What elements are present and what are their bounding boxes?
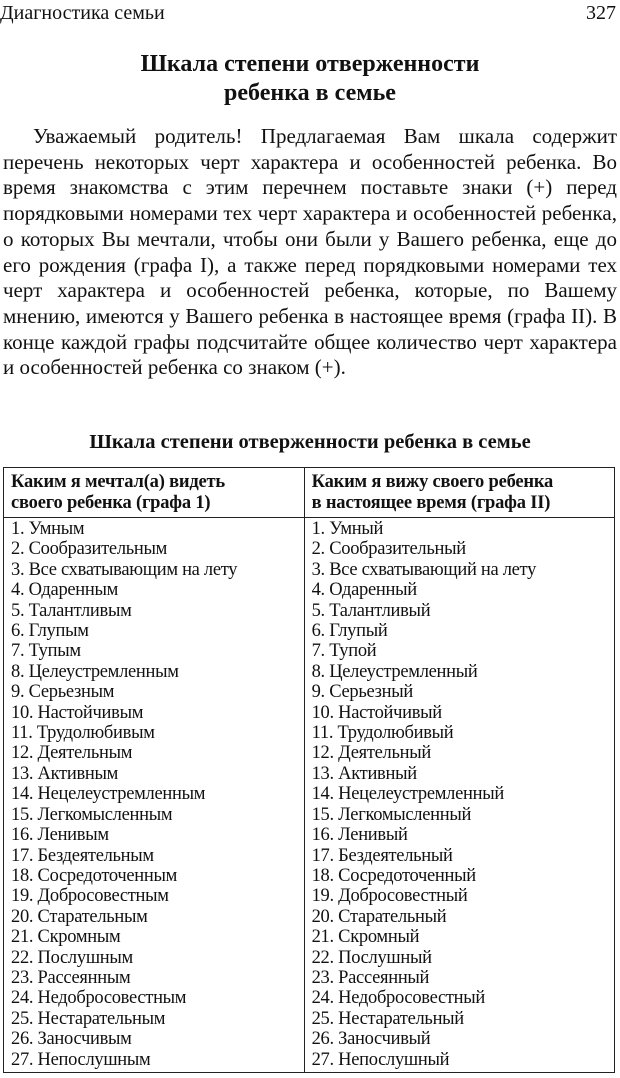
column-1-item: 18. Сосредоточенным — [11, 865, 178, 886]
column-2-item: 24. Недобросовестный — [311, 988, 486, 1009]
column-2-item: 17. Бездеятельный — [311, 845, 453, 866]
column-2-item: 4. Одаренный — [311, 580, 417, 601]
column-1-item: 9. Серьезным — [11, 682, 115, 703]
column-2-item: 20. Старательный — [311, 906, 447, 927]
column-1-item: 17. Бездеятельным — [11, 845, 154, 866]
column-1-item: 22. Послушным — [11, 947, 133, 968]
column-1-item: 13. Активным — [11, 763, 119, 784]
column-1-header-line-2: своего ребенка (графа 1) — [11, 493, 211, 513]
column-2-item: 13. Активный — [311, 763, 417, 784]
column-2-item: 22. Послушный — [311, 947, 432, 968]
intro-text: Уважаемый родитель! Предлагаемая Вам шкала содержит перечень некоторых черт характера и особенностей ребенка. Во время знакомства с этим перечнем поставьте знаки (+) перед порядковыми номерами тех черт характера и особенностей ребенка, о которых Вы мечтали, чтобы они были у Вашего ребенка, еще до его рождения (графа I), а также перед порядковыми номерами тех черт характера и особенностей ребенка, которые, по Вашему мнению, имеются у Вашего ребенка в настоящее время (графа II). В конце каждой графы подсчитайте общее количество черт характера и особенностей ребенка со знаком (+). — [3, 124, 617, 380]
column-1-item: 7. Тупым — [11, 641, 81, 662]
column-2-item: 8. Целеустремленный — [311, 661, 478, 682]
column-2-item: 9. Серьезный — [311, 682, 413, 703]
column-1-item: 19. Добросовестным — [11, 886, 169, 907]
intro-paragraph — [3, 124, 617, 381]
column-1-item: 1. Умным — [11, 519, 85, 539]
running-head — [0, 0, 620, 30]
column-1-item: 23. Рассеянным — [11, 967, 131, 988]
column-2-item: 3. Все схватывающий на лету — [311, 559, 537, 580]
column-2-item: 2. Сообразительный — [311, 539, 466, 560]
column-1-item: 2. Сообразительным — [11, 539, 168, 560]
column-1-header-line-1: Каким я мечтал(а) видеть — [11, 472, 225, 492]
column-2-item: 6. Глупый — [311, 621, 388, 642]
column-2-item: 26. Заносчивый — [311, 1029, 431, 1050]
column-1-item: 6. Глупым — [11, 621, 89, 642]
column-1-list — [4, 518, 305, 1073]
column-1-item: 21. Скромным — [11, 927, 121, 948]
title-line-2: ребенка в семье — [224, 80, 396, 106]
table-header-row — [4, 468, 615, 518]
column-1-item: 27. Непослушным — [11, 1049, 151, 1070]
column-2-header-line-2: в настоящее время (графа II) — [311, 493, 551, 513]
column-2-item: 16. Ленивый — [311, 825, 408, 846]
column-2-item: 12. Деятельный — [311, 743, 431, 764]
title-line-1: Шкала степени отверженности — [140, 51, 480, 77]
column-2-item: 1. Умный — [311, 519, 384, 539]
column-2-item: 19. Добросовестный — [311, 886, 468, 907]
column-1-item: 12. Деятельным — [11, 743, 133, 764]
column-1-item: 5. Талантливым — [11, 600, 132, 621]
column-1-item: 11. Трудолюбивым — [11, 723, 155, 744]
column-2-list — [304, 518, 614, 1073]
column-1-item: 25. Нестарательным — [11, 1008, 166, 1029]
column-2-item: 5. Талантливый — [311, 600, 431, 621]
column-2-item: 23. Рассеянный — [311, 967, 430, 988]
column-1-item: 10. Настойчивым — [11, 702, 144, 723]
column-2-item: 15. Легкомысленный — [311, 804, 472, 825]
page-title — [0, 50, 620, 108]
column-2-item: 14. Нецелеустремленный — [311, 784, 504, 805]
column-2-header-line-1: Каким я вижу своего ребенка — [311, 472, 554, 492]
column-2-item: 21. Скромный — [311, 927, 420, 948]
column-2-item: 7. Тупой — [311, 641, 377, 662]
column-1-item: 4. Одаренным — [11, 580, 119, 601]
chapter-title: Диагностика семьи — [0, 2, 165, 24]
table-body-row — [4, 518, 615, 1073]
column-1-item: 20. Старательным — [11, 906, 148, 927]
column-1-item: 14. Нецелеустремленным — [11, 784, 206, 805]
column-2-item: 11. Трудолюбивый — [311, 723, 454, 744]
column-1-item: 3. Все схватывающим на лету — [11, 559, 238, 580]
column-2-header — [304, 468, 614, 518]
column-1-item: 16. Ленивым — [11, 825, 109, 846]
table-title: Шкала степени отверженности ребенка в семье — [89, 431, 531, 453]
column-2-item: 25. Нестарательный — [311, 1008, 464, 1029]
column-1-header — [4, 468, 305, 518]
column-1-item: 15. Легкомысленным — [11, 804, 173, 825]
column-1-item: 24. Недобросовестным — [11, 988, 187, 1009]
column-2-item: 10. Настойчивый — [311, 702, 442, 723]
column-1-item: 8. Целеустремленным — [11, 661, 179, 682]
column-1-item: 26. Заносчивым — [11, 1029, 132, 1050]
column-2-item: 18. Сосредоточенный — [311, 865, 476, 886]
column-2-item: 27. Непослушный — [311, 1049, 450, 1070]
page-number: 327 — [586, 2, 616, 24]
scale-table — [3, 467, 615, 1073]
